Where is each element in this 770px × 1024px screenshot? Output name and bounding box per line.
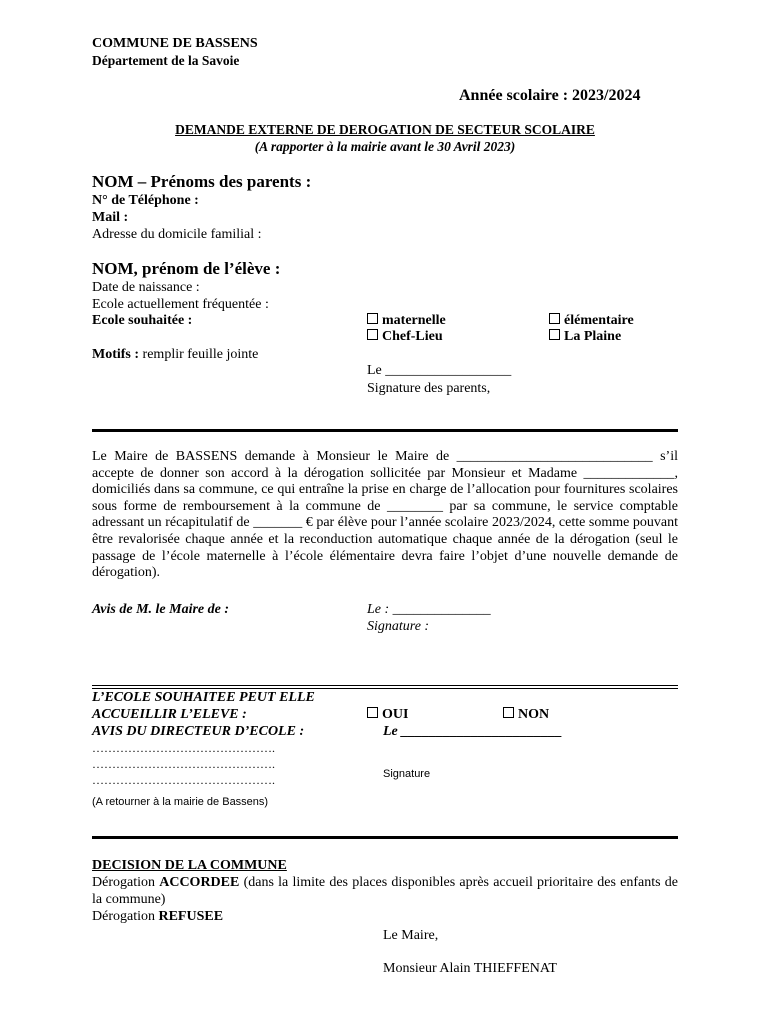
checkbox-maternelle[interactable] xyxy=(367,312,446,329)
naissance-label: Date de naissance : xyxy=(92,280,200,295)
option-maternelle: maternelle xyxy=(382,313,446,328)
section-divider-top xyxy=(92,685,678,686)
motifs-label: Motifs : xyxy=(92,347,140,362)
checkbox-la-plaine[interactable] xyxy=(549,328,621,345)
commune-name: COMMUNE DE BASSENS xyxy=(92,36,258,51)
parents-signature-label: Signature des parents, xyxy=(367,381,491,396)
checkbox-elementaire[interactable] xyxy=(549,312,634,329)
avis-directeur-label: AVIS DU DIRECTEUR D’ECOLE : xyxy=(92,724,305,739)
checkbox-non[interactable] xyxy=(503,706,549,723)
directeur-signature-label: Signature xyxy=(383,768,431,780)
section-divider xyxy=(92,836,678,839)
option-elementaire: élémentaire xyxy=(564,313,634,328)
decision-refus xyxy=(92,908,223,925)
telephone-label: N° de Téléphone : xyxy=(92,193,199,208)
adresse-label: Adresse du domicile familial : xyxy=(92,227,262,242)
retour-note: (A retourner à la mairie de Bassens) xyxy=(92,796,269,808)
annee-scolaire: Année scolaire : 2023/2024 xyxy=(459,87,641,104)
checkbox-chef-lieu[interactable] xyxy=(367,328,443,345)
document-subtitle: (A rapporter à la mairie avant le 30 Avril 2023) xyxy=(254,139,516,154)
option-la-plaine: La Plaine xyxy=(564,329,622,344)
ecole-question-line2: ACCUEILLIR L’ELEVE : xyxy=(92,707,247,722)
ecole-question-line1: L’ECOLE SOUHAITEE PEUT ELLE xyxy=(92,690,315,705)
checkbox-oui[interactable] xyxy=(367,706,408,723)
decision-accord xyxy=(92,875,678,908)
maire-paragraph xyxy=(92,449,678,582)
checkbox-icon[interactable] xyxy=(549,329,560,340)
section-divider xyxy=(92,429,678,432)
avis-maire-label: Avis de M. le Maire de : xyxy=(92,602,229,617)
accord-prefix: Dérogation xyxy=(92,875,155,890)
document-title: DEMANDE EXTERNE DE DEROGATION DE SECTEUR SCOLAIRE xyxy=(175,122,595,137)
maire-paragraph-text: Le Maire de BASSENS demande à Monsieur le Maire de ____________________________ s’il accepte de donner son accord à la dérogation sollicitée par Monsieur et Madame _____________, domiciliés dans sa commune, ce qui entraîne la prise en charge de l’allocation pour fournitures scolaires sous forme de remboursement à la commune de ________ par sa commune, le service comptable adressant un récapitulatif de _______ € par élève pour l’année scolaire 2023/2024, cette somme pouvant être revalorisée chaque année et la reconduction automatique chaque année de la dérogation (seul le passage de l’école maternelle à l’école élémentaire devra faire l’objet d’une nouvelle demande de dérogation). xyxy=(92,449,678,581)
option-non: NON xyxy=(518,707,550,722)
ecole-souhaitee-label: Ecole souhaitée : xyxy=(92,313,193,328)
refus-prefix: Dérogation xyxy=(92,909,155,924)
checkbox-icon[interactable] xyxy=(367,313,378,324)
parents-heading: NOM – Prénoms des parents : xyxy=(92,172,312,191)
accord-status: ACCORDEE xyxy=(159,875,240,890)
comment-line-3[interactable]: ………………………………………. xyxy=(92,773,275,787)
refus-status: REFUSEE xyxy=(158,909,224,924)
parents-date-field[interactable]: Le __________________ xyxy=(367,363,512,378)
option-chef-lieu: Chef-Lieu xyxy=(382,329,443,344)
decision-heading: DECISION DE LA COMMUNE xyxy=(92,858,287,873)
eleve-heading: NOM, prénom de l’élève : xyxy=(92,259,281,278)
mail-label: Mail : xyxy=(92,210,129,225)
ecole-actuelle-label: Ecole actuellement fréquentée : xyxy=(92,297,269,312)
checkbox-icon[interactable] xyxy=(549,313,560,324)
checkbox-icon[interactable] xyxy=(367,329,378,340)
comment-line-2[interactable]: ………………………………………. xyxy=(92,757,275,771)
directeur-date-field[interactable]: Le _______________________ xyxy=(383,724,563,739)
option-oui: OUI xyxy=(382,707,409,722)
departement: Département de la Savoie xyxy=(92,53,240,68)
maire-date-field[interactable]: Le : ______________ xyxy=(367,602,491,617)
maire-name: Monsieur Alain THIEFFENAT xyxy=(383,961,557,976)
motifs xyxy=(92,346,258,363)
accord-detail: (dans la limite des places disponibles après accueil prioritaire des enfants de la commune) xyxy=(92,875,679,907)
checkbox-icon[interactable] xyxy=(367,707,378,718)
comment-line-1[interactable]: ………………………………………. xyxy=(92,741,275,755)
maire-signature-label: Signature : xyxy=(367,619,430,634)
checkbox-icon[interactable] xyxy=(503,707,514,718)
motifs-value: remplir feuille jointe xyxy=(142,347,259,362)
le-maire-label: Le Maire, xyxy=(383,928,439,943)
